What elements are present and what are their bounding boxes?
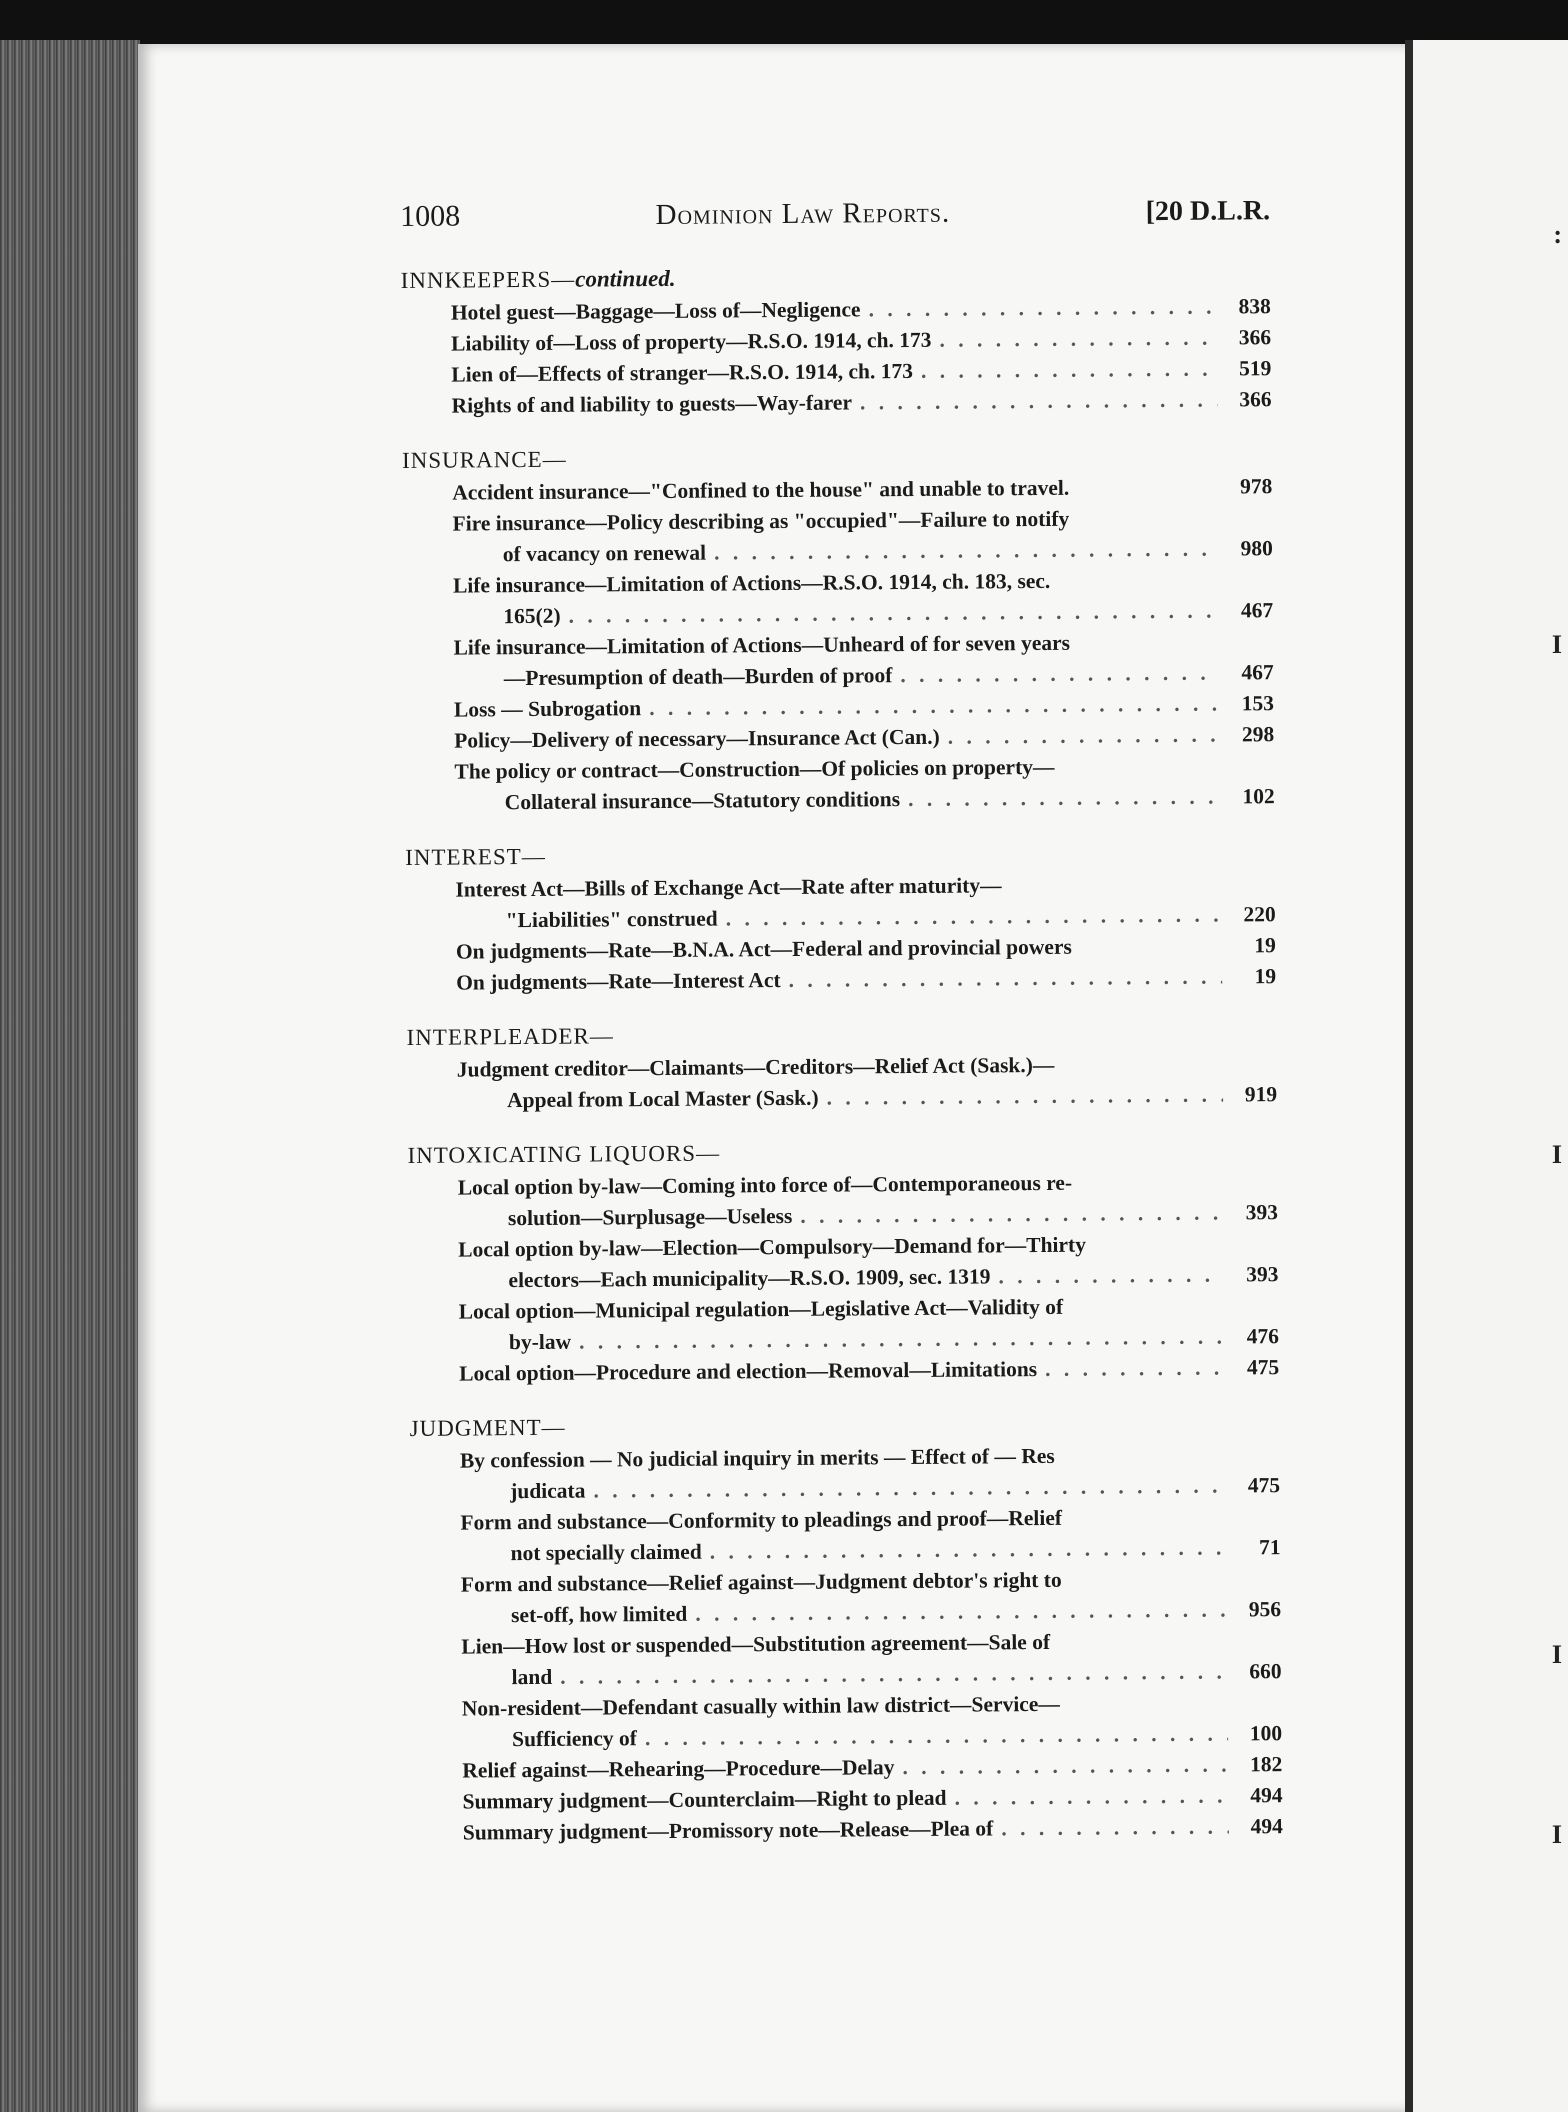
index-entry <box>411 1563 1281 1632</box>
entry-page-number: 475 <box>1246 1355 1280 1380</box>
entry-page-number: 494 <box>1250 1814 1283 1839</box>
entry-text-line: Local option by-law—Coming into force of—Contemporaneous re- <box>457 1170 1073 1200</box>
entry-text-line: Hotel guest—Baggage—Loss of—Negligence <box>450 297 861 325</box>
dot-leader <box>568 596 1219 632</box>
index-entry <box>410 1439 1280 1508</box>
entry-page-number: 366 <box>1239 387 1272 412</box>
entry-spacer <box>1069 494 1226 495</box>
entry-text-line: Appeal from Local Master (Sask.) <box>506 1085 819 1113</box>
index-sections <box>401 261 1283 1849</box>
entry-page-number: 19 <box>1254 933 1276 958</box>
book-gutter <box>1405 40 1413 2112</box>
entry-text-line: Lien—How lost or suspended—Substitution agreement—Sale of <box>461 1629 1051 1659</box>
entry-text-line: The policy or contract—Construction—Of policies on property— <box>454 754 1055 784</box>
entry-text-line: Collateral insurance—Statutory conditions <box>504 787 901 815</box>
book-page-edges <box>0 40 140 2112</box>
entry-page-number: 153 <box>1241 691 1275 716</box>
volume-reference: [20 D.L.R. <box>1145 195 1271 228</box>
index-entry <box>405 868 1275 937</box>
index-section <box>410 1409 1283 1849</box>
running-head <box>400 193 1270 234</box>
entry-text-line: 165(2) <box>503 603 561 629</box>
dot-leader <box>593 1471 1226 1507</box>
entry-text-line: Form and substance—Relief against—Judgment debtor's right to <box>460 1567 1062 1597</box>
index-entry <box>402 384 1272 422</box>
entry-text-line: Liability of—Loss of property—R.S.O. 1914, ch. 173 <box>451 327 932 356</box>
section-heading <box>406 1018 1276 1051</box>
entry-text-line: electors—Each municipality—R.S.O. 1909, sec. 1319 <box>508 1264 991 1293</box>
dot-leader <box>800 1198 1224 1232</box>
section-heading <box>410 1409 1280 1442</box>
entry-text-line: Life insurance—Limitation of Actions—Unheard of for seven years <box>453 630 1071 660</box>
section-heading-text: INSURANCE— <box>401 446 567 473</box>
dot-leader <box>908 782 1221 815</box>
entry-spacer <box>1072 953 1230 954</box>
entry-page-number: 393 <box>1246 1262 1279 1287</box>
index-entry <box>411 1625 1281 1694</box>
entry-row <box>456 961 1276 998</box>
entry-text-line: Relief against—Rehearing—Procedure—Delay <box>462 1755 895 1783</box>
entry-text-line: Non-resident—Defendant casually within law district—Service— <box>461 1691 1060 1721</box>
entry-page-number: 366 <box>1238 325 1272 350</box>
entry-text-line: Loss — Subrogation <box>453 696 642 722</box>
entry-page-number: 467 <box>1241 660 1274 685</box>
dot-leader <box>714 534 1219 569</box>
dot-leader <box>726 900 1222 935</box>
entry-text-line: Local option—Procedure and election—Removal—Limitations <box>459 1357 1038 1386</box>
entry-text-line: Rights of and liability to guests—Way-farer <box>451 390 853 418</box>
index-section <box>405 838 1276 999</box>
entry-text-line: land <box>511 1664 553 1690</box>
entry-page-number: 494 <box>1250 1783 1283 1808</box>
index-entry <box>408 1166 1278 1235</box>
facing-page-fragment: I <box>1551 1640 1562 1669</box>
entry-row <box>459 1352 1279 1389</box>
dot-leader <box>954 1781 1228 1814</box>
entry-text-line: On judgments—Rate—B.N.A. Act—Federal and provincial powers <box>455 934 1072 964</box>
entry-page-number: 467 <box>1240 598 1274 623</box>
entry-page-number: 102 <box>1242 784 1275 809</box>
dot-leader <box>1001 1812 1229 1845</box>
section-heading-text: INTOXICATING LIQUORS— <box>407 1140 721 1168</box>
index-entry <box>413 1811 1283 1849</box>
dot-leader <box>939 323 1217 356</box>
dot-leader <box>826 1080 1223 1114</box>
entry-text-line: Accident insurance—"Confined to the house" and unable to travel. <box>452 475 1070 505</box>
entry-text-line: Interest Act—Bills of Exchange Act—Rate after maturity— <box>455 873 1002 902</box>
facing-page-fragment: I <box>1551 1140 1562 1169</box>
section-heading <box>401 261 1271 294</box>
dot-leader <box>645 1719 1228 1755</box>
index-entry <box>404 750 1274 819</box>
entry-page-number: 978 <box>1239 474 1273 499</box>
entry-row <box>455 781 1275 818</box>
entry-text-line: by-law <box>508 1329 572 1355</box>
entry-text-line: Local option—Municipal regulation—Legislative Act—Validity of <box>458 1294 1064 1324</box>
entry-page-number: 220 <box>1243 902 1276 927</box>
entry-text-line: set-off, how limited <box>511 1601 688 1628</box>
facing-page-fragment: : <box>1553 220 1562 249</box>
dot-leader <box>710 1533 1227 1568</box>
index-entry <box>410 1501 1280 1570</box>
page-number: 1008 <box>400 199 461 233</box>
index-section <box>407 1136 1279 1390</box>
index-entry <box>406 961 1276 999</box>
facing-page-fragment: I <box>1551 630 1562 659</box>
entry-text-line: Form and substance—Conformity to pleadings and proof—Relief <box>460 1505 1063 1535</box>
entry-page-number: 956 <box>1248 1597 1282 1622</box>
entry-page-number: 838 <box>1238 294 1271 319</box>
entry-text-line: Policy—Delivery of necessary—Insurance Act (Can.) <box>454 724 940 753</box>
entry-page-number: 298 <box>1241 722 1275 747</box>
dot-leader <box>1045 1353 1225 1385</box>
dot-leader <box>649 689 1220 724</box>
section-heading-continued: continued. <box>575 265 676 292</box>
index-section <box>401 261 1272 422</box>
index-entry <box>403 564 1273 633</box>
entry-page-number: 980 <box>1240 536 1273 561</box>
entry-text-line: "Liabilities" construed <box>505 906 718 933</box>
dot-leader <box>921 354 1218 387</box>
journal-title: Dominion Law Reports. <box>655 196 951 231</box>
index-entry <box>403 626 1273 695</box>
index-entry <box>409 1352 1279 1390</box>
index-entry <box>412 1687 1282 1756</box>
entry-text-line: judicata <box>510 1478 586 1504</box>
entry-text-line: Summary judgment—Promissory note—Release—Plea of <box>462 1816 994 1845</box>
entry-text-line: Judgment creditor—Claimants—Creditors—Relief Act (Sask.)— <box>456 1052 1055 1082</box>
entry-text-line: of vacancy on renewal <box>502 540 707 567</box>
dot-leader <box>579 1322 1225 1358</box>
dot-leader <box>948 720 1221 753</box>
section-heading <box>405 838 1275 871</box>
section-heading <box>402 441 1272 474</box>
entry-text-line: Fire insurance—Policy describing as "occupied"—Failure to notify <box>452 506 1070 536</box>
index-section <box>406 1018 1277 1117</box>
entry-text-line: Lien of—Effects of stranger—R.S.O. 1914, ch. 173 <box>451 358 914 387</box>
entry-page-number: 919 <box>1244 1082 1278 1107</box>
index-entry <box>402 502 1272 571</box>
entry-text-line: On judgments—Rate—Interest Act <box>456 968 781 995</box>
facing-page-fragment: I <box>1551 1820 1562 1849</box>
entry-page-number: 660 <box>1249 1659 1282 1684</box>
entry-page-number: 393 <box>1245 1200 1279 1225</box>
entry-page-number: 519 <box>1239 356 1272 381</box>
entry-page-number: 476 <box>1246 1324 1280 1349</box>
index-section <box>402 441 1275 819</box>
dot-leader <box>900 658 1220 692</box>
facing-page-edge <box>1413 40 1568 2112</box>
dot-leader <box>860 385 1218 419</box>
section-heading-text: JUDGMENT— <box>409 1414 566 1441</box>
section-heading-text: INTEREST— <box>405 843 546 870</box>
page-content <box>400 193 1283 1875</box>
index-entry <box>408 1228 1278 1297</box>
dot-leader <box>902 1750 1228 1784</box>
index-entry <box>409 1290 1279 1359</box>
entry-text-line: solution—Surplusage—Useless <box>507 1203 793 1231</box>
section-heading-text: INTERPLEADER— <box>406 1023 614 1050</box>
entry-text-line: —Presumption of death—Burden of proof <box>503 663 893 691</box>
entry-page-number: 475 <box>1247 1473 1281 1498</box>
entry-text-line: Sufficiency of <box>511 1726 637 1752</box>
entry-page-number: 100 <box>1249 1721 1283 1746</box>
entry-row <box>451 384 1271 421</box>
dot-leader <box>695 1595 1227 1630</box>
dot-leader <box>788 962 1222 996</box>
section-heading <box>407 1136 1277 1169</box>
entry-text-line: Summary judgment—Counterclaim—Right to plead <box>462 1785 947 1814</box>
entry-page-number: 19 <box>1254 964 1277 989</box>
entry-row <box>457 1079 1277 1116</box>
dot-leader <box>868 292 1217 326</box>
entry-text-line: not specially claimed <box>510 1539 702 1566</box>
entry-text-line: Life insurance—Limitation of Actions—R.S.O. 1914, ch. 183, sec. <box>452 568 1051 598</box>
entry-text-line: Local option by-law—Election—Compulsory—Demand for—Thirty <box>458 1232 1087 1262</box>
scan-top-border <box>0 0 1568 48</box>
index-entry <box>407 1048 1277 1117</box>
section-heading-text: INNKEEPERS— <box>400 266 576 293</box>
entry-row <box>463 1811 1283 1848</box>
entry-page-number: 182 <box>1249 1752 1283 1777</box>
entry-page-number: 71 <box>1259 1535 1281 1560</box>
dot-leader <box>998 1260 1224 1293</box>
entry-text-line: By confession — No judicial inquiry in merits — Effect of — Res <box>459 1443 1055 1473</box>
